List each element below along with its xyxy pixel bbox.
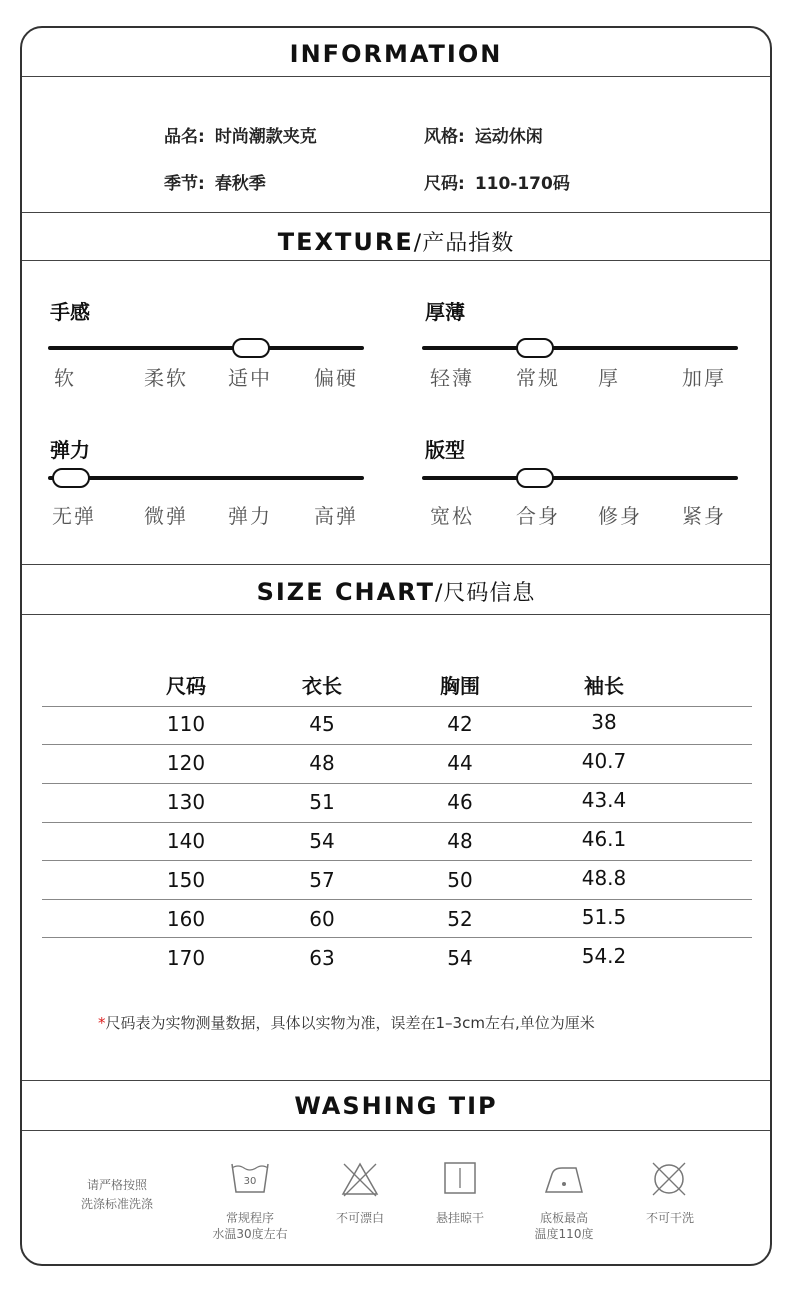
texture-slider-title: 弹力: [50, 438, 90, 462]
size-table-cell: 46.1: [581, 827, 627, 851]
size-table-cell: 43.4: [581, 788, 627, 812]
note-text: 尺码表为实物测量数据，具体以实物为准，误差在1–3cm左右,单位为厘米: [105, 1014, 595, 1032]
divider: [22, 76, 770, 77]
wash-intro: [62, 1176, 172, 1214]
texture-tick-label: 加厚: [682, 366, 726, 390]
wash-tub-30-icon: [230, 1160, 270, 1196]
note-star: *: [98, 1014, 106, 1032]
divider: [22, 1080, 770, 1081]
info-value: 运动休闲: [474, 127, 543, 147]
wash-tip-line: 悬挂晾干: [435, 1211, 484, 1225]
wash-intro-line: 请严格按照: [86, 1178, 147, 1192]
size-table-header: 尺码: [166, 674, 206, 698]
no-bleach-icon: [340, 1160, 380, 1198]
size-table-row-divider: [42, 899, 752, 900]
wash-tip-label: [509, 1210, 619, 1242]
size-table-cell: 140: [166, 829, 206, 853]
washing-title: WASHING TIP: [294, 1092, 498, 1120]
texture-tick-label: 合身: [516, 504, 560, 528]
texture-slider-title: 厚薄: [425, 300, 465, 324]
size-chart-title-zh: /尺码信息: [435, 581, 536, 606]
size-table-cell: 48.8: [581, 866, 627, 890]
size-table-cell: 46: [447, 790, 473, 814]
size-table-cell: 110: [166, 712, 206, 736]
size-table-cell: 48: [309, 751, 335, 775]
size-table-row-divider: [42, 937, 752, 938]
info-item-season: [164, 169, 266, 194]
info-key: 季节:: [164, 174, 205, 194]
size-table-row-divider: [42, 744, 752, 745]
wash-tip-line: 不可干洗: [645, 1211, 694, 1225]
texture-title-en: TEXTURE: [277, 228, 414, 256]
info-value: 时尚潮款夹克: [214, 127, 317, 147]
texture-slider-track: [48, 346, 364, 350]
texture-tick-label: 适中: [228, 366, 272, 390]
info-value: 110-170码: [474, 174, 570, 194]
size-table-cell: 160: [166, 907, 206, 931]
size-table-row-divider: [42, 860, 752, 861]
iron-icon: [542, 1162, 586, 1196]
texture-tick-label: 紧身: [682, 504, 726, 528]
texture-tick-label: 弹力: [228, 504, 272, 528]
wash-tip-line: 水温30度左右: [212, 1227, 288, 1241]
hang-dry-icon: [442, 1160, 478, 1196]
texture-slider-thumb: [52, 468, 90, 488]
size-table-row-divider: [42, 706, 752, 707]
size-table-cell: 38: [591, 710, 617, 734]
wash-tip-label: [305, 1210, 415, 1226]
size-table-cell: 150: [166, 868, 206, 892]
texture-tick-label: 高弹: [314, 504, 358, 528]
info-key: 品名:: [164, 127, 205, 147]
size-table-cell: 120: [166, 751, 206, 775]
texture-tick-label: 常规: [516, 366, 560, 390]
texture-slider-thumb: [516, 468, 554, 488]
size-table-cell: 42: [447, 712, 473, 736]
size-table-cell: 44: [447, 751, 473, 775]
texture-tick-label: 厚: [598, 366, 620, 390]
info-value: 春秋季: [214, 174, 266, 194]
info-item-style: [424, 122, 543, 147]
wash-intro-line: 洗涤标准洗涤: [80, 1197, 153, 1211]
info-key: 尺码:: [424, 174, 465, 194]
texture-tick-label: 无弹: [52, 504, 96, 528]
product-info-card: [20, 26, 772, 1266]
size-chart-title-en: SIZE CHART: [256, 578, 435, 606]
texture-tick-label: 宽松: [430, 504, 474, 528]
texture-slider-track: [48, 476, 364, 480]
size-table-cell: 54: [447, 946, 473, 970]
wash-tub-number: 30: [243, 1176, 257, 1187]
size-table-header: 胸围: [440, 674, 480, 698]
wash-tip-line: 常规程序: [225, 1211, 274, 1225]
size-table-cell: 45: [309, 712, 335, 736]
no-dry-clean-icon: [650, 1160, 688, 1198]
wash-tip-line: 底板最高: [539, 1211, 588, 1225]
texture-tick-label: 柔软: [144, 366, 188, 390]
texture-title-zh: /产品指数: [413, 231, 515, 256]
size-table-header: 袖长: [584, 674, 624, 698]
size-table-cell: 40.7: [581, 749, 627, 773]
info-item-name: [164, 122, 317, 147]
size-table-cell: 54.2: [581, 944, 627, 968]
texture-title: [22, 226, 770, 257]
size-table-row-divider: [42, 822, 752, 823]
texture-tick-label: 修身: [598, 504, 642, 528]
wash-tip-label: [405, 1210, 515, 1226]
wash-tip-label: [195, 1210, 305, 1242]
information-title: INFORMATION: [289, 40, 503, 68]
size-table-cell: 63: [309, 946, 335, 970]
texture-slider-thumb: [516, 338, 554, 358]
texture-tick-label: 轻薄: [430, 366, 474, 390]
divider: [22, 564, 770, 565]
size-table-cell: 57: [309, 868, 335, 892]
texture-tick-label: 微弹: [144, 504, 188, 528]
size-table-cell: 50: [447, 868, 473, 892]
size-table-cell: 52: [447, 907, 473, 931]
size-table-cell: 60: [309, 907, 335, 931]
texture-slider-track: [422, 346, 738, 350]
info-item-size: [424, 169, 570, 194]
wash-tip-line: 温度110度: [534, 1227, 594, 1241]
size-table-header: 衣长: [302, 674, 342, 698]
divider: [22, 614, 770, 615]
divider: [22, 1130, 770, 1131]
info-key: 风格:: [424, 127, 465, 147]
size-table-cell: 51: [309, 790, 335, 814]
texture-tick-label: 软: [54, 366, 76, 390]
texture-slider-track: [422, 476, 738, 480]
texture-slider-thumb: [232, 338, 270, 358]
texture-slider-title: 手感: [50, 300, 90, 324]
divider: [22, 260, 770, 261]
size-table-cell: 170: [166, 946, 206, 970]
size-table-cell: 54: [309, 829, 335, 853]
size-table-cell: 48: [447, 829, 473, 853]
size-table-cell: 130: [166, 790, 206, 814]
divider: [22, 212, 770, 213]
texture-tick-label: 偏硬: [314, 366, 358, 390]
wash-tip-label: [615, 1210, 725, 1226]
wash-tip-line: 不可漂白: [335, 1211, 384, 1225]
texture-slider-title: 版型: [425, 438, 465, 462]
size-note: [98, 1012, 595, 1033]
size-table-cell: 51.5: [581, 905, 627, 929]
size-table-row-divider: [42, 783, 752, 784]
size-chart-title: [22, 576, 770, 607]
